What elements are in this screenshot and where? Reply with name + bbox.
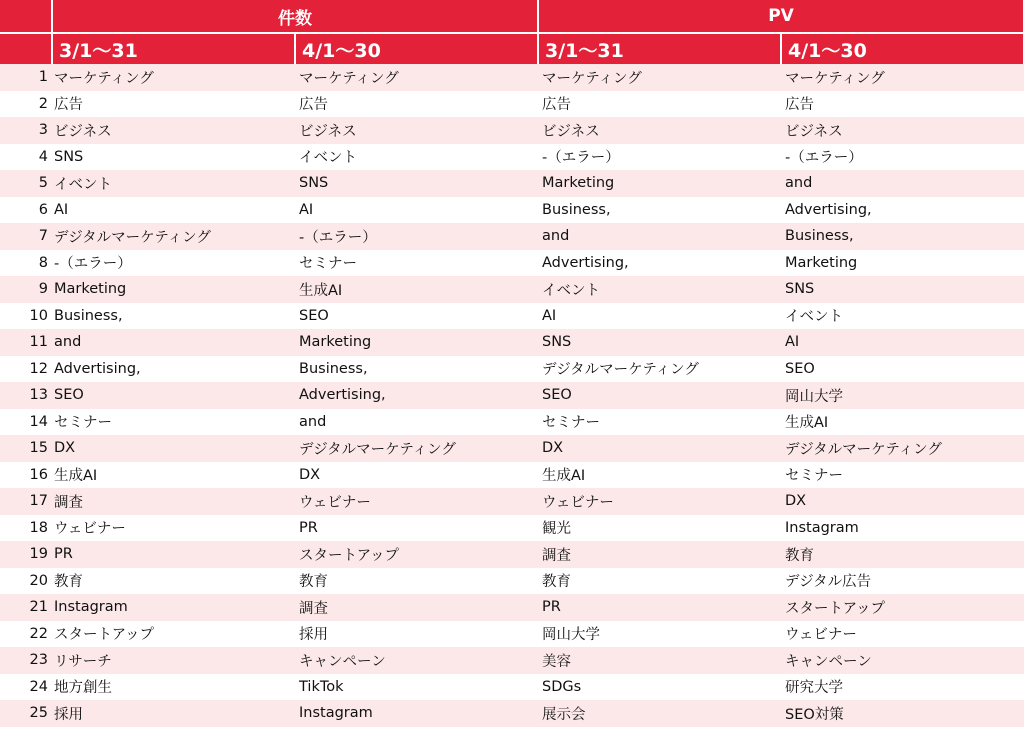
count-march-cell: DX xyxy=(52,435,295,462)
pv-march-cell: 生成AI xyxy=(538,462,781,489)
rank-cell: 13 xyxy=(0,382,52,409)
rank-cell: 21 xyxy=(0,594,52,621)
pv-april-cell: Instagram xyxy=(781,515,1024,542)
rank-cell: 12 xyxy=(0,356,52,383)
table-row xyxy=(0,462,1024,489)
pv-march-cell: -（エラー） xyxy=(538,144,781,171)
count-april-cell: 調査 xyxy=(295,594,538,621)
table-row xyxy=(0,197,1024,224)
pv-march-cell: Marketing xyxy=(538,170,781,197)
count-march-cell: SNS xyxy=(52,144,295,171)
count-april-cell: AI xyxy=(295,197,538,224)
count-march-cell: Business, xyxy=(52,303,295,330)
pv-april-cell: 生成AI xyxy=(781,409,1024,436)
table-row xyxy=(0,621,1024,648)
rank-header xyxy=(0,33,52,64)
rank-cell: 6 xyxy=(0,197,52,224)
table-row xyxy=(0,303,1024,330)
pv-april-cell: マーケティング xyxy=(781,64,1024,91)
table-row xyxy=(0,382,1024,409)
rank-cell: 19 xyxy=(0,541,52,568)
rank-cell: 5 xyxy=(0,170,52,197)
pv-april-cell: AI xyxy=(781,329,1024,356)
count-april-cell: and xyxy=(295,409,538,436)
pv-april-cell: デジタルマーケティング xyxy=(781,435,1024,462)
pv-march-cell: 調査 xyxy=(538,541,781,568)
pv-march-cell: デジタルマーケティング xyxy=(538,356,781,383)
pv-march-cell: ビジネス xyxy=(538,117,781,144)
table-row xyxy=(0,117,1024,144)
count-march-cell: AI xyxy=(52,197,295,224)
table-row xyxy=(0,276,1024,303)
count-april-cell: マーケティング xyxy=(295,64,538,91)
count-march-cell: 教育 xyxy=(52,568,295,595)
rank-cell: 24 xyxy=(0,674,52,701)
count-march-cell: ビジネス xyxy=(52,117,295,144)
pv-march-cell: SDGs xyxy=(538,674,781,701)
count-april-cell: SNS xyxy=(295,170,538,197)
table-row xyxy=(0,223,1024,250)
pv-march-cell: マーケティング xyxy=(538,64,781,91)
table-row xyxy=(0,356,1024,383)
column-header-pv-april: 4/1～30 xyxy=(781,33,1024,64)
count-march-cell: PR xyxy=(52,541,295,568)
table-row xyxy=(0,515,1024,542)
pv-april-cell: ウェビナー xyxy=(781,621,1024,648)
table-row xyxy=(0,700,1024,727)
pv-april-cell: Advertising, xyxy=(781,197,1024,224)
count-march-cell: スタートアップ xyxy=(52,621,295,648)
pv-march-cell: イベント xyxy=(538,276,781,303)
count-april-cell: デジタルマーケティング xyxy=(295,435,538,462)
pv-march-cell: ウェビナー xyxy=(538,488,781,515)
pv-march-cell: DX xyxy=(538,435,781,462)
rank-cell: 16 xyxy=(0,462,52,489)
count-march-cell: マーケティング xyxy=(52,64,295,91)
rank-cell: 8 xyxy=(0,250,52,277)
count-march-cell: デジタルマーケティング xyxy=(52,223,295,250)
count-april-cell: TikTok xyxy=(295,674,538,701)
table-row xyxy=(0,250,1024,277)
pv-april-cell: SEO対策 xyxy=(781,700,1024,727)
table-row xyxy=(0,64,1024,91)
group-header-count: 件数 xyxy=(52,0,538,33)
pv-march-cell: セミナー xyxy=(538,409,781,436)
table-row xyxy=(0,568,1024,595)
count-march-cell: ウェビナー xyxy=(52,515,295,542)
count-march-cell: -（エラー） xyxy=(52,250,295,277)
group-header-pv: PV xyxy=(538,0,1024,33)
count-april-cell: ビジネス xyxy=(295,117,538,144)
count-march-cell: 生成AI xyxy=(52,462,295,489)
pv-march-cell: Business, xyxy=(538,197,781,224)
pv-march-cell: SNS xyxy=(538,329,781,356)
pv-march-cell: 教育 xyxy=(538,568,781,595)
rank-cell: 2 xyxy=(0,91,52,118)
pv-april-cell: セミナー xyxy=(781,462,1024,489)
count-april-cell: スタートアップ xyxy=(295,541,538,568)
pv-march-cell: AI xyxy=(538,303,781,330)
pv-april-cell: 広告 xyxy=(781,91,1024,118)
count-april-cell: 広告 xyxy=(295,91,538,118)
pv-april-cell: キャンペーン xyxy=(781,647,1024,674)
pv-march-cell: and xyxy=(538,223,781,250)
count-april-cell: セミナー xyxy=(295,250,538,277)
pv-april-cell: SEO xyxy=(781,356,1024,383)
count-april-cell: Instagram xyxy=(295,700,538,727)
corner-cell xyxy=(0,0,52,33)
rank-cell: 7 xyxy=(0,223,52,250)
count-april-cell: 教育 xyxy=(295,568,538,595)
count-april-cell: 採用 xyxy=(295,621,538,648)
count-april-cell: DX xyxy=(295,462,538,489)
rank-cell: 10 xyxy=(0,303,52,330)
count-march-cell: イベント xyxy=(52,170,295,197)
pv-april-cell: デジタル広告 xyxy=(781,568,1024,595)
pv-march-cell: SEO xyxy=(538,382,781,409)
rank-cell: 9 xyxy=(0,276,52,303)
rank-cell: 11 xyxy=(0,329,52,356)
count-april-cell: Business, xyxy=(295,356,538,383)
table-row xyxy=(0,488,1024,515)
pv-april-cell: Marketing xyxy=(781,250,1024,277)
table-row xyxy=(0,144,1024,171)
pv-march-cell: 観光 xyxy=(538,515,781,542)
pv-march-cell: PR xyxy=(538,594,781,621)
table-row xyxy=(0,409,1024,436)
count-march-cell: リサーチ xyxy=(52,647,295,674)
rank-cell: 15 xyxy=(0,435,52,462)
count-april-cell: SEO xyxy=(295,303,538,330)
rank-cell: 4 xyxy=(0,144,52,171)
table-body xyxy=(0,64,1024,727)
column-header-count-april: 4/1～30 xyxy=(295,33,538,64)
count-april-cell: キャンペーン xyxy=(295,647,538,674)
rank-cell: 17 xyxy=(0,488,52,515)
pv-april-cell: 岡山大学 xyxy=(781,382,1024,409)
pv-april-cell: -（エラー） xyxy=(781,144,1024,171)
table-row xyxy=(0,329,1024,356)
pv-april-cell: 教育 xyxy=(781,541,1024,568)
count-april-cell: ウェビナー xyxy=(295,488,538,515)
count-april-cell: 生成AI xyxy=(295,276,538,303)
column-header-pv-march: 3/1～31 xyxy=(538,33,781,64)
count-march-cell: Marketing xyxy=(52,276,295,303)
count-march-cell: and xyxy=(52,329,295,356)
count-march-cell: Advertising, xyxy=(52,356,295,383)
count-april-cell: PR xyxy=(295,515,538,542)
table-row xyxy=(0,674,1024,701)
pv-march-cell: 展示会 xyxy=(538,700,781,727)
pv-april-cell: 研究大学 xyxy=(781,674,1024,701)
pv-march-cell: 広告 xyxy=(538,91,781,118)
count-april-cell: イベント xyxy=(295,144,538,171)
count-april-cell: Advertising, xyxy=(295,382,538,409)
count-march-cell: セミナー xyxy=(52,409,295,436)
count-march-cell: Instagram xyxy=(52,594,295,621)
pv-april-cell: イベント xyxy=(781,303,1024,330)
rank-cell: 18 xyxy=(0,515,52,542)
count-march-cell: 採用 xyxy=(52,700,295,727)
pv-april-cell: Business, xyxy=(781,223,1024,250)
count-march-cell: 広告 xyxy=(52,91,295,118)
count-march-cell: SEO xyxy=(52,382,295,409)
rank-cell: 1 xyxy=(0,64,52,91)
rank-cell: 22 xyxy=(0,621,52,648)
rank-cell: 3 xyxy=(0,117,52,144)
pv-april-cell: and xyxy=(781,170,1024,197)
table-row xyxy=(0,594,1024,621)
pv-march-cell: 岡山大学 xyxy=(538,621,781,648)
rank-cell: 14 xyxy=(0,409,52,436)
pv-april-cell: スタートアップ xyxy=(781,594,1024,621)
count-march-cell: 地方創生 xyxy=(52,674,295,701)
rank-cell: 23 xyxy=(0,647,52,674)
table-row xyxy=(0,541,1024,568)
rank-cell: 20 xyxy=(0,568,52,595)
rank-cell: 25 xyxy=(0,700,52,727)
count-april-cell: Marketing xyxy=(295,329,538,356)
pv-april-cell: ビジネス xyxy=(781,117,1024,144)
table-row xyxy=(0,647,1024,674)
pv-march-cell: 美容 xyxy=(538,647,781,674)
column-header-count-march: 3/1～31 xyxy=(52,33,295,64)
pv-april-cell: SNS xyxy=(781,276,1024,303)
pv-april-cell: DX xyxy=(781,488,1024,515)
count-march-cell: 調査 xyxy=(52,488,295,515)
count-april-cell: -（エラー） xyxy=(295,223,538,250)
pv-march-cell: Advertising, xyxy=(538,250,781,277)
table-row xyxy=(0,435,1024,462)
table-row xyxy=(0,170,1024,197)
table-row xyxy=(0,91,1024,118)
